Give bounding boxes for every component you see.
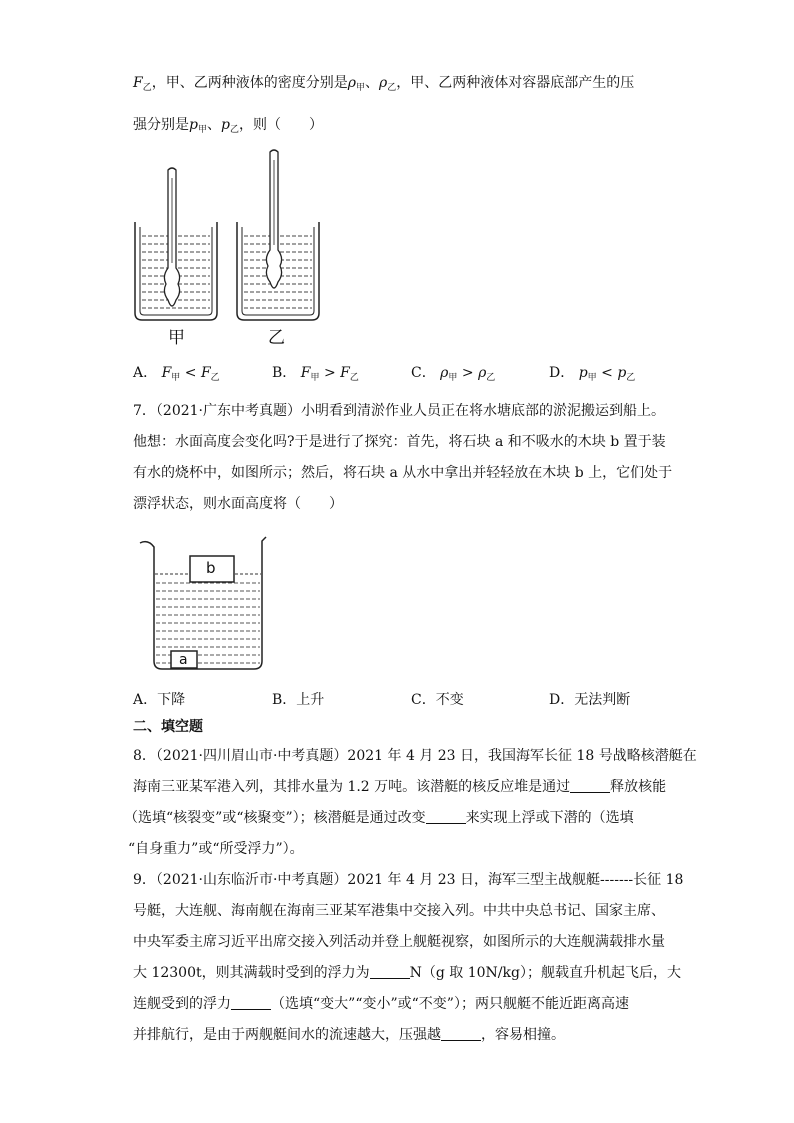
densimeter-jia	[164, 168, 179, 306]
q7-option-b[interactable]: B．上升	[272, 692, 325, 708]
q6-line-2: 强分别是$p_甲$、$p_乙$，则（ ）	[133, 117, 323, 135]
q8-blank-1[interactable]	[570, 778, 610, 793]
q6-option-a[interactable]: A． $F_甲 < F_乙$	[133, 365, 220, 383]
q7-line-2: 他想：水面高度会变化吗?于是进行了探究：首先，将石块 a 和不吸水的木块 b 置于装	[133, 434, 666, 450]
q9-line-2: 号艇，大连舰、海南舰在海南三亚某军港集中交接入列。中共中央总书记、国家主席、	[133, 903, 665, 919]
q8-blank-2[interactable]	[426, 809, 466, 824]
q7-option-c[interactable]: C．不变	[411, 692, 464, 708]
q9-line-3: 中央军委主席习近平出席交接入列活动并登上舰艇视察，如图所示的大连舰满载排水量	[133, 934, 665, 950]
q9-line-1: 9．（2021·山东临沂市·中考真题）2021 年 4 月 23 日，海军三型主战舰艇-------长征 18	[133, 872, 684, 888]
q7-line-3: 有水的烧杯中，如图所示；然后，将石块 a 从水中拿出并轻轻放在木块 b 上，它们处于	[133, 465, 673, 481]
label-jia: 甲	[168, 328, 185, 348]
q6-option-d[interactable]: D． $p_甲 < p_乙$	[549, 365, 636, 383]
densimeter-yi	[266, 150, 281, 288]
q9-blank-3[interactable]	[441, 1026, 481, 1041]
q9-blank-2[interactable]	[231, 995, 271, 1010]
q9-line-6: 并排航行，是由于两舰艇间水的流速越大，压强越 ，容易相撞。	[133, 1027, 565, 1043]
section-title-fill-in: 二、填空题	[133, 719, 203, 735]
q7-option-d[interactable]: D．无法判断	[549, 692, 631, 708]
label-yi: 乙	[268, 328, 285, 348]
q9-line-4: 大 12300t，则其满载时受到的浮力为 N（g 取 10N/kg）；舰载直升机起飞后，大	[133, 965, 681, 981]
beaker-blocks-figure	[138, 535, 270, 675]
q8-line-4: “自身重力”或“所受浮力”）。	[128, 841, 304, 857]
q8-line-3: （选填“核裂变”或“核聚变”）；核潜艇是通过改变 来实现上浮或下潜的（选填	[124, 810, 634, 826]
label-b: b	[206, 559, 216, 577]
densimeter-beakers-figure	[130, 148, 320, 348]
q6-option-c[interactable]: C． $\rho_甲 > \rho_乙$	[411, 365, 496, 383]
q7-line-4: 漂浮状态，则水面高度将（ ）	[133, 496, 343, 512]
q9-blank-1[interactable]	[370, 964, 410, 979]
q8-line-2: 海南三亚某军港入列，其排水量为 1.2 万吨。该潜艇的核反应堆是通过 释放核能	[133, 779, 667, 795]
q8-line-1: 8．（2021·四川眉山市·中考真题）2021 年 4 月 23 日，我国海军长征 18 号战略核潜艇在	[133, 748, 697, 764]
q6-line-1: $F_乙$，甲、乙两种液体的密度分别是$\rho_甲$、$\rho_乙$，甲、乙两种液体对容器底部产生的压	[133, 75, 635, 93]
q7-line-1: 7．（2021·广东中考真题）小明看到清淤作业人员正在将水塘底部的淤泥搬运到船上。	[133, 403, 665, 419]
q9-line-5: 连舰受到的浮力 （选填“变大”“变小”或“不变”）；两只舰艇不能近距离高速	[133, 996, 629, 1012]
label-a: a	[179, 652, 188, 668]
q7-option-a[interactable]: A．下降	[133, 692, 186, 708]
q6-option-b[interactable]: B． $F_甲 > F_乙$	[272, 365, 359, 383]
